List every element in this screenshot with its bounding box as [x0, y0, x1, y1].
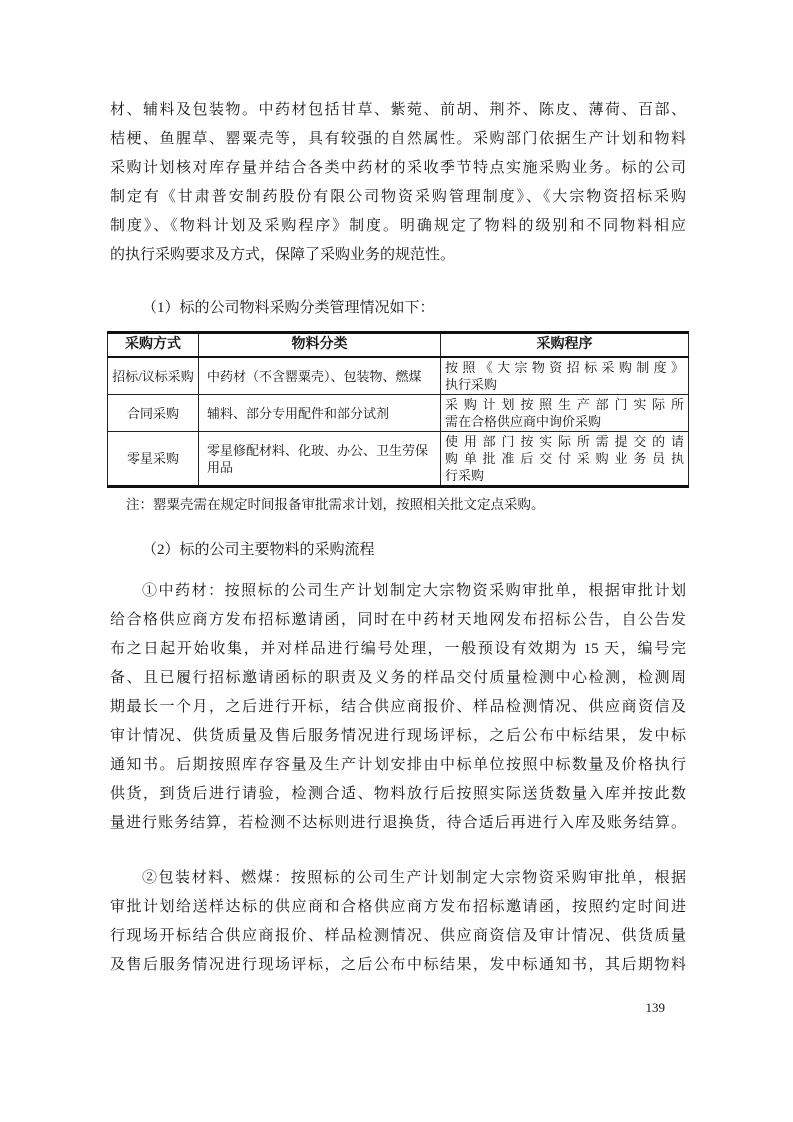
procedure-line: 执行采购: [445, 377, 498, 392]
paragraph-line: 材、辅料及包装物。中药材包括甘草、紫菀、前胡、荆芥、陈皮、薄荷、百部、: [110, 102, 686, 118]
paragraph-line: 及售后服务情况进行现场评标，之后公布中标结果，发中标通知书，其后期物料: [110, 957, 686, 973]
paragraph-line: 期最长一个月，之后进行开标，结合供应商报价、样品检测情况、供应商资信及: [110, 699, 686, 715]
paragraph-line: 采购计划核对库存量并结合各类中药材的采收季节特点实施采购业务。标的公司: [110, 160, 686, 176]
table-row: [108, 432, 689, 487]
herbs-paragraph: [110, 577, 686, 838]
method-cell: 零星采购: [108, 432, 199, 487]
paragraph-line: 供货，到货后进行请验，检测合适、物料放行后按照实际送货数量入库并按此数: [110, 786, 686, 802]
table-header-row: [108, 333, 689, 358]
procedure-line: 需在合格供应商中询价采购: [445, 414, 602, 429]
section1-heading: （1）标的公司物料采购分类管理情况如下：: [142, 300, 435, 316]
table-header-method: 采购方式: [108, 333, 199, 358]
paragraph-line: 备、且已履行招标邀请函标的职责及义务的样品交付质量检测中心检测，检测周: [110, 670, 686, 686]
method-cell: 招标/议标采购: [108, 357, 199, 395]
packaging-paragraph: [110, 864, 686, 980]
table-row: [108, 357, 689, 395]
paragraph-line: 制度》、《物料计划及采购程序》制度。明确规定了物料的级别和不同物料相应: [110, 218, 686, 234]
category-cell: 中药材（不含罂粟壳）、包装物、燃煤: [199, 357, 441, 395]
procedure-cell: [441, 395, 689, 432]
procedure-line: 采购计划按照生产部门实际所: [445, 397, 684, 412]
paragraph-line: 的执行采购要求及方式，保障了采购业务的规范性。: [110, 247, 456, 263]
table-header-category: 物料分类: [199, 333, 441, 358]
procurement-table: [107, 331, 689, 488]
page-number: 139: [645, 1000, 665, 1015]
paragraph-line: 审批计划给送样达标的供应商和合格供应商方发布招标邀请函，按照约定时间进: [110, 899, 686, 915]
paragraph-line: 桔梗、鱼腥草、罂粟壳等，具有较强的自然属性。采购部门依据生产计划和物料: [110, 131, 686, 147]
table-row: [108, 395, 689, 432]
procedure-line: 使用部门按实际所需提交的请: [445, 434, 684, 449]
table-note: 注：罂粟壳需在规定时间报备审批需求计划，按照相关批文定点采购。: [126, 497, 545, 512]
procedure-line: 行采购: [445, 468, 485, 483]
paragraph-line: 布之日起开始收集，并对样品进行编号处理，一般预设有效期为 15 天，编号完: [110, 641, 686, 657]
paragraph-line: ②包装材料、燃煤：按照标的公司生产计划制定大宗物资采购审批单，根据: [142, 870, 686, 886]
paragraph-line: ①中药材：按照标的公司生产计划制定大宗物资采购审批单，根据审批计划: [142, 583, 686, 599]
paragraph-line: 审计情况、供货质量及售后服务情况进行现场评标，之后公布中标结果，发中标: [110, 728, 686, 744]
paragraph-line: 制定有《甘肃普安制药股份有限公司物资采购管理制度》、《大宗物资招标采购: [110, 189, 686, 205]
paragraph-line: 行现场开标结合供应商报价、样品检测情况、供应商资信及审计情况、供货质量: [110, 928, 686, 944]
procedure-cell: [441, 357, 689, 395]
paragraph-line: 通知书。后期按照库存容量及生产计划安排由中标单位按照中标数量及价格执行: [110, 757, 686, 773]
procedure-cell: [441, 432, 689, 487]
paragraph-line: 给合格供应商方发布招标邀请函，同时在中药材天地网发布招标公告，自公告发: [110, 612, 686, 628]
intro-paragraph: [110, 96, 686, 270]
table-header-procedure: 采购程序: [441, 333, 689, 358]
procedure-line: 购单批准后交付采购业务员执: [445, 451, 684, 466]
procedure-line: 按照《大宗物资招标采购制度》: [445, 360, 684, 375]
page-content: [110, 0, 686, 980]
category-cell: 辅料、部分专用配件和部分试剂: [199, 395, 441, 432]
paragraph-line: 量进行账务结算，若检测不达标则进行退换货，待合适后再进行入库及账务结算。: [110, 815, 686, 831]
category-cell: 零星修配材料、化玻、办公、卫生劳保用品: [199, 432, 441, 487]
method-cell: 合同采购: [108, 395, 199, 432]
section2-heading: （2）标的公司主要物料的采购流程: [142, 542, 375, 558]
